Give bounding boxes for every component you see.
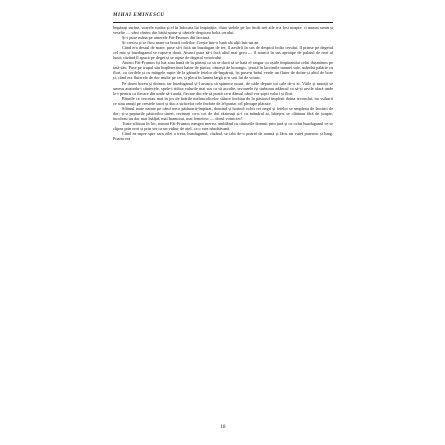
book-page [113,12,333,437]
header-title: MIHAI EMINESCU [113,13,165,18]
paragraph: Și crescu și se făcu mare ca brazii codrilor. Crește într-o lună cât alții într-un an. [122,40,260,46]
body-text [113,25,333,141]
paragraph: Râurile ce cercetau mai în jos de brările melancolicelor stânce învâtau de la păstorul împletit doina izvorului, iar vulturii ce stau amuți pe crestele sacri și duc a străcelor cele învârte de le'tpurtat cel pleoape plăcute. [113,95,333,106]
paragraph: Sfântul toate nainte pe când trece pădurarii-împărat, doinind și horind: ochii cei negri și fetelor se umpleau de lacrimi de dor; și-a pepturile păstorilor tineri, rezimați ca-n cot de doi răzimați și-i cu mândrul ai, băiețea, se clătinau fără de șoapte, încoleau un dor mai înălțat, mai înamorat, mai femeiesc — dorul voiniciei! [113,105,333,121]
paragraph: Când ea-aspre spre sara zilei a treia, buzduganul, căzând, se izbi de-o poartă de aramă și făcu un vuiet puternic și lung. Poarta era [113,130,333,142]
paragraph: Pe drum horea și doinea, iar buzduganul și-l arunca să spintece nouri, de căde depute tot cale de-o zi. Văile și munții se umesu auzindu-i cântecele, spele-i ridica valurile mai sus ca să asculte, izvoarele își turburau adâncul ca să-și arvile afară unde le-r pentru ca fiecare din unde să-i audă, fiecare din ele să poată ca-n dânsul când vor șopti valori și flori. [113,80,333,96]
page-number: 18 [220,425,226,430]
paragraph: Și-i puse mâna pe umerele Făt-Frumos din lacrimă. [122,35,211,41]
paragraph: Când era destul de mare, puse să-i facă un buzdugan de fer, îl azvârli în sus de despică bolta cerului, îl prinse pe degetul cel mic și buzduganul se rupse-n două. Atunci puse să-i facă altul mai greu — îl aruncă în sus aproape de palatul de nori al lunii; căzând îl apucă pe deget și se rupse de degetul voinicului. [113,45,333,61]
running-header [113,12,333,23]
paragraph: împărați surâse, soarele surâse și el în înfocata lui împărăție, chiar stelele pe loc încât trei zile n-a fost noapte, ci numai senin și veselie — vânt cântec din bătăi spuse și cântele despicau bolta cerului. [113,25,333,36]
paragraph: Toate sfâtoau în loc, numai Făt-Frumos mergea mereu, umblând cu căuturile domnii prin țară și cu ochii buzduganul ce se clipea prin nori și prin ser ca un vultur de oțel, ca o stea năzdrăvană. [113,120,333,131]
paragraph: Atunci Făt-Frumos își luă ziua bună de la părinți ca să se ducă să se bată el singur cu oștile împăratului celui dușmănos pe tată-său. Puse pe trupul său împletecituri haine de păstor, cămeșă de borangic, țesută în lacrimile mamei sale, mândră pălărie cu flori, cu cordele și cu mărgele rupte de la gâturile fetelor de-împărați, își puse-n brâul verde un fluier de doine și altul de hore și, când era fluierele de dor multe pe cer, și plecă în lumea largă și-n soii lui de voinic. [113,60,333,81]
